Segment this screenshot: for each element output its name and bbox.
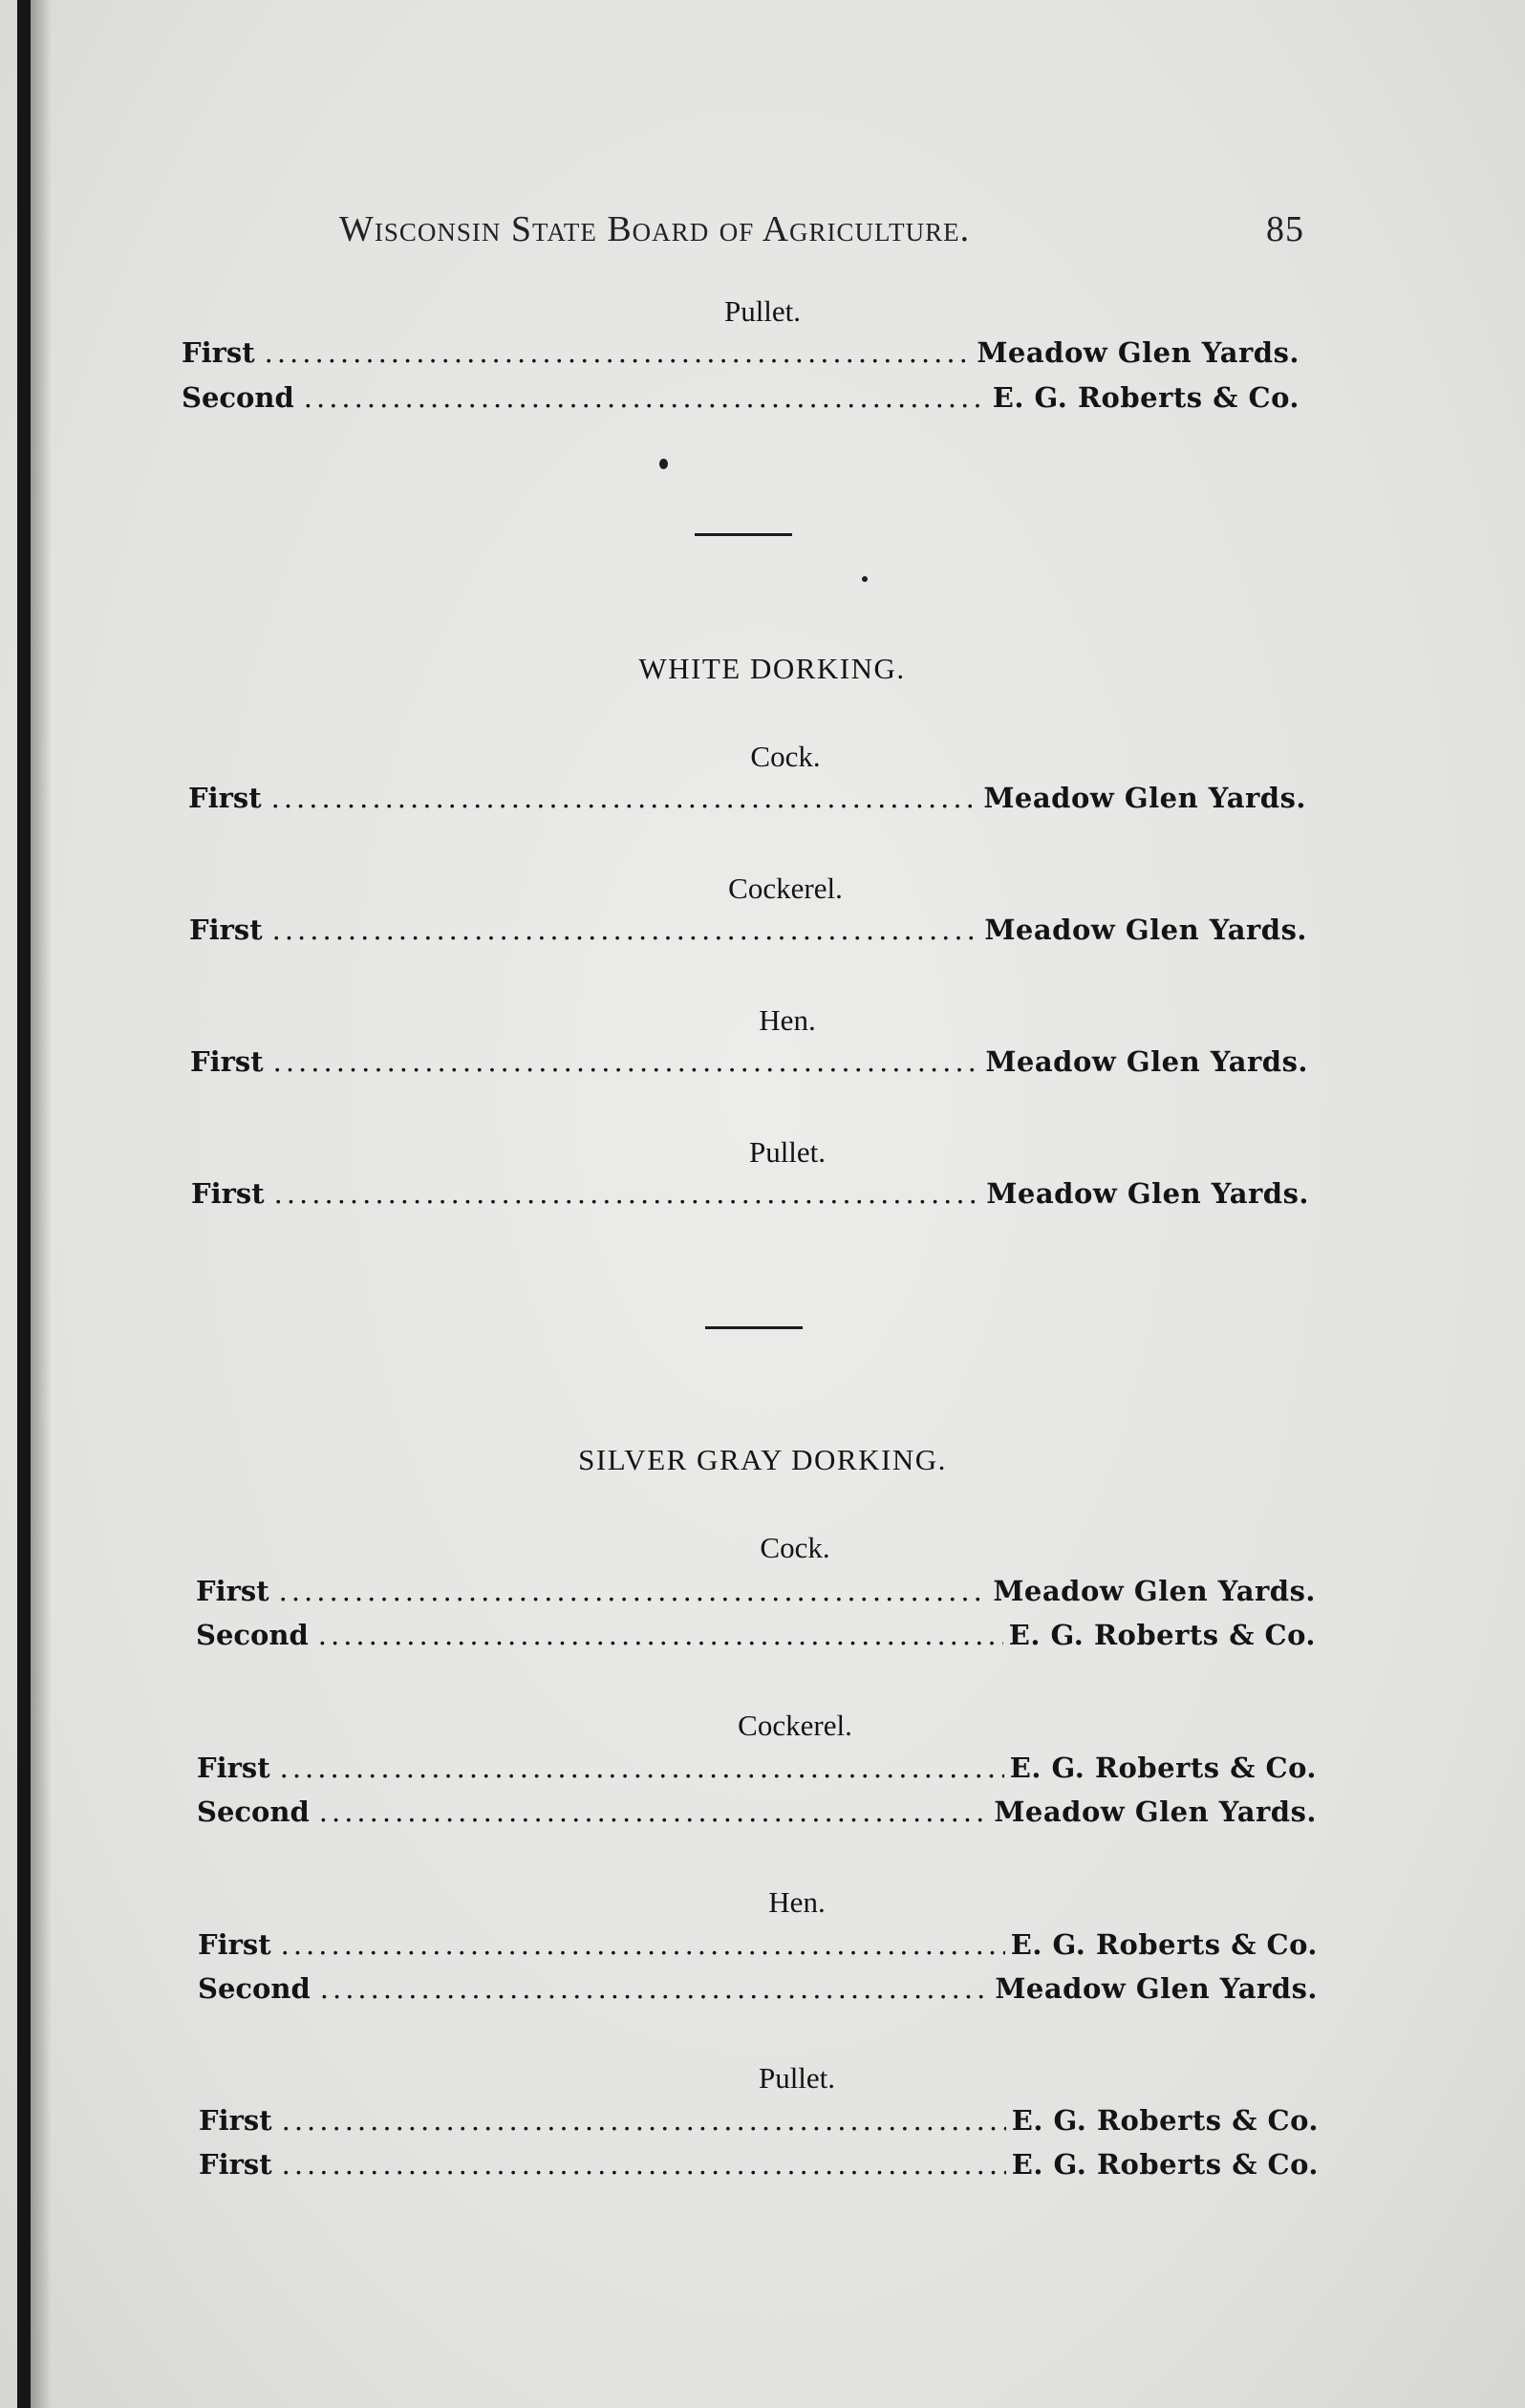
class-heading: Hen.	[768, 1885, 826, 1919]
breed-heading: WHITE DORKING.	[638, 652, 906, 685]
breed-heading: SILVER GRAY DORKING.	[578, 1443, 947, 1476]
dot-leader	[272, 914, 979, 946]
award-entry	[199, 2148, 1319, 2186]
class-heading: Pullet.	[748, 1135, 827, 1169]
award-place: First	[199, 2104, 272, 2137]
award-entry	[197, 1795, 1317, 1834]
dot-leader	[304, 381, 987, 414]
book-binding-edge	[17, 0, 31, 2408]
award-place: First	[182, 336, 255, 369]
award-winner: E. G. Roberts & Co.	[1011, 2104, 1319, 2137]
award-winner: Meadow Glen Yards.	[983, 782, 1306, 814]
award-entry	[189, 914, 1307, 952]
dot-leader	[319, 1795, 989, 1828]
class-heading: Cockerel.	[738, 1709, 852, 1742]
award-place: First	[188, 782, 262, 814]
dot-leader	[280, 1752, 1004, 1784]
section-divider	[705, 1326, 803, 1329]
award-winner: E. G. Roberts & Co.	[1009, 1752, 1317, 1784]
award-winner: Meadow Glen Yards.	[993, 1575, 1316, 1607]
award-entry	[182, 336, 1299, 375]
award-winner: E. G. Roberts & Co.	[992, 381, 1299, 414]
award-place: Second	[196, 1619, 309, 1651]
award-entry	[190, 1045, 1308, 1084]
award-place: First	[197, 1752, 270, 1784]
dot-leader	[320, 1972, 990, 2005]
award-winner: E. G. Roberts & Co.	[1008, 1619, 1316, 1651]
award-entry	[191, 1177, 1309, 1215]
class-heading: Hen.	[759, 1003, 816, 1037]
class-heading: Cock.	[750, 740, 821, 773]
award-entry	[197, 1752, 1317, 1790]
dot-leader	[265, 336, 972, 369]
award-winner: Meadow Glen Yards.	[985, 1045, 1308, 1078]
print-speck	[659, 459, 668, 469]
running-title: Wisconsin State Board of Agriculture.	[339, 209, 971, 249]
class-heading: Cockerel.	[728, 871, 843, 905]
class-heading: Pullet.	[723, 294, 802, 328]
award-entry	[182, 381, 1299, 419]
award-entry	[196, 1575, 1316, 1613]
dot-leader	[281, 1928, 1005, 1961]
award-winner: E. G. Roberts & Co.	[1010, 1928, 1318, 1961]
class-heading: Pullet.	[758, 2061, 836, 2095]
award-winner: E. G. Roberts & Co.	[1011, 2148, 1319, 2181]
dot-leader	[282, 2148, 1006, 2181]
award-entry	[188, 782, 1306, 820]
dot-leader	[271, 782, 978, 814]
dot-leader	[282, 2104, 1006, 2137]
binding-shadow	[31, 0, 52, 2408]
award-winner: Meadow Glen Yards.	[986, 1177, 1309, 1210]
award-winner: Meadow Glen Yards.	[995, 1972, 1318, 2005]
class-heading: Cock.	[760, 1531, 830, 1564]
print-speck	[862, 576, 868, 582]
award-winner: Meadow Glen Yards.	[984, 914, 1307, 946]
award-entry	[196, 1619, 1316, 1657]
award-place: Second	[197, 1795, 310, 1828]
running-header	[339, 208, 1304, 256]
award-entry	[199, 2104, 1319, 2142]
dot-leader	[273, 1045, 980, 1078]
award-entry	[198, 1972, 1318, 2010]
award-place: First	[190, 1045, 264, 1078]
dot-leader	[274, 1177, 981, 1210]
award-place: Second	[182, 381, 294, 414]
award-winner: Meadow Glen Yards.	[977, 336, 1299, 369]
award-place: Second	[198, 1972, 311, 2005]
section-divider	[695, 533, 792, 536]
dot-leader	[279, 1575, 988, 1607]
dot-leader	[318, 1619, 1003, 1651]
page-number: 85	[1266, 209, 1304, 249]
award-place: First	[199, 2148, 272, 2181]
award-winner: Meadow Glen Yards.	[994, 1795, 1317, 1828]
award-place: First	[191, 1177, 265, 1210]
award-entry	[198, 1928, 1318, 1967]
award-place: First	[189, 914, 263, 946]
award-place: First	[198, 1928, 271, 1961]
award-place: First	[196, 1575, 269, 1607]
